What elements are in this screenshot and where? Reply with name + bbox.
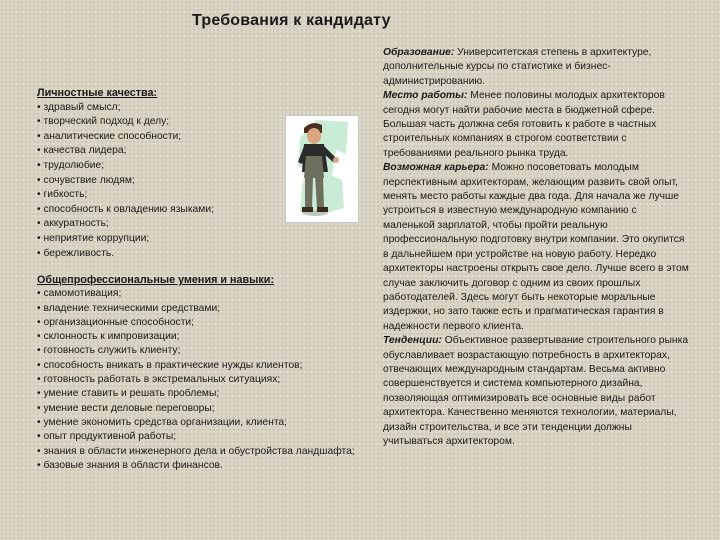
career-description bbox=[383, 46, 689, 449]
list-item: • аккуратность; bbox=[37, 218, 109, 230]
list-item: • трудолюбие; bbox=[37, 159, 105, 171]
list-item: • готовность работать в экстремальных ситуациях; bbox=[37, 374, 281, 386]
education-label: Образование: bbox=[383, 47, 455, 58]
professional-skills-heading: Общепрофессиональные умения и навыки: bbox=[37, 274, 275, 286]
career-label: Возможная карьера: bbox=[383, 162, 489, 174]
list-item: • качества лидера; bbox=[37, 145, 127, 157]
list-item: • умение ставить и решать проблемы; bbox=[37, 388, 220, 400]
list-item: • способность вникать в практические нужды клиентов; bbox=[37, 359, 303, 371]
personal-qualities-heading: Личностные качества: bbox=[37, 87, 158, 99]
list-item: • сочувствие людям; bbox=[37, 174, 135, 186]
list-item: • склонность к импровизации; bbox=[37, 331, 180, 343]
list-item: • базовые знания в области финансов. bbox=[37, 459, 223, 471]
list-item: • опыт продуктивной работы; bbox=[37, 431, 177, 443]
list-item: • владение техническими средствами; bbox=[37, 302, 221, 314]
list-item: • знания в области инженерного дела и обустройства ландшафта; bbox=[37, 445, 355, 457]
workplace-text: Менее половины молодых архитекторов сегодня могут найти рабочие места в бюджетной сфере. Большая часть должна себя готовить к работе в частных строительных компаниях в строгом соответствии с требованиями реального рынка труда. bbox=[383, 90, 665, 159]
professional-skills-section bbox=[37, 273, 357, 473]
list-item: • неприятие коррупции; bbox=[37, 232, 150, 244]
workplace-paragraph bbox=[383, 89, 689, 161]
worker-figure-icon bbox=[285, 115, 359, 223]
trends-paragraph bbox=[383, 334, 689, 449]
list-item: • готовность служить клиенту; bbox=[37, 345, 181, 357]
list-item: • умение экономить средства организации, клиента; bbox=[37, 416, 288, 428]
education-paragraph bbox=[383, 46, 689, 89]
trends-text: Объективное развертывание строительного рынка обуславливает возрастающую потребность в архитекторах, отвечающих международным стандартам. Весьма активно совершенствуется и система компьютерного дизайна, позволяющая оптимизировать все основные виды работ архитектора. Качественно меняются технологии, материалы, дизайн строительства, и все эти тенденции должны учитываться архитектором. bbox=[383, 335, 689, 447]
list-item: • гибкость; bbox=[37, 189, 88, 201]
professional-skills-list bbox=[37, 287, 357, 473]
list-item: • самомотивация; bbox=[37, 288, 122, 300]
list-item: • творческий подход к делу; bbox=[37, 116, 170, 128]
list-item: • аналитические способности; bbox=[37, 130, 182, 142]
list-item: • здравый смысл; bbox=[37, 101, 121, 113]
list-item: • организационные способности; bbox=[37, 316, 195, 328]
list-item: • бережливость. bbox=[37, 247, 115, 259]
career-paragraph bbox=[383, 161, 689, 334]
list-item: • умение вести деловые переговоры; bbox=[37, 402, 215, 414]
trends-label: Тенденции: bbox=[383, 335, 442, 347]
education-text: Университетская степень в архитектуре, дополнительные курсы по статистике и бизнес-администрированию. bbox=[383, 47, 652, 87]
page-title: Требования к кандидату bbox=[192, 12, 391, 29]
career-text: Можно посоветовать молодым перспективным архитекторам, желающим развить свой опыт, менять место работы каждые два года. Для начала же лучше устроиться в известную международную компанию с маленькой зарплатой, чтобы пройти реальную профессиональную подготовку внутри компании. Это окупится в дальнейшем при устройстве на новую работу. Нередко архитекторы настроены открыть свое дело. Лучше всего в этом случае заключить договор с одним из своих прошлых работодателей. Здесь могут быть некоторые моральные издержки, но зато также есть и прагматическая гарантия в надежности первого клиента. bbox=[383, 162, 689, 332]
list-item: • способность к овладению языками; bbox=[37, 203, 214, 215]
workplace-label: Место работы: bbox=[383, 90, 468, 102]
